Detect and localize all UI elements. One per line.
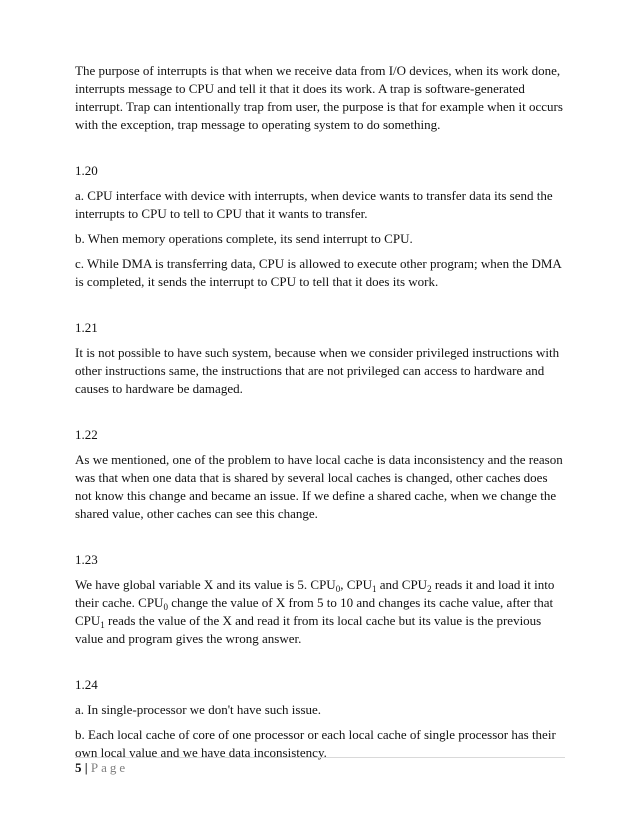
answer-1-23-text: reads it and load it into their cache. CPU bbox=[75, 577, 555, 610]
page-label: Page bbox=[90, 760, 129, 775]
page-footer bbox=[75, 759, 128, 777]
section-heading-1-20: 1.20 bbox=[75, 163, 98, 178]
cpu-subscript: 2 bbox=[427, 584, 432, 594]
answer-1-20-a: a. CPU interface with device with interrupts, when device wants to transfer data its send the interrupts to CPU to tell to CPU that it wants to transfer. bbox=[75, 188, 553, 221]
answer-1-22: As we mentioned, one of the problem to have local cache is data inconsistency and the reason was that when one data that is shared by several local caches is changed, other caches does not know this change and became an issue. If we define a shared cache, when we change the shared value, other caches can see this change. bbox=[75, 452, 563, 521]
answer-1-21: It is not possible to have such system, because when we consider privileged instructions with other instructions same, the instructions that are not privileged can access to hardware and causes to hardware be damaged. bbox=[75, 345, 560, 396]
page-content bbox=[75, 62, 567, 769]
intro-paragraph: The purpose of interrupts is that when we receive data from I/O devices, when its work done, interrupts message to CPU and tell it that it does its work. A trap is software-generated interrupt. Trap can intentionally trap from user, the purpose is that for example when it occurs with the exception, trap message to operating system to do something. bbox=[75, 63, 563, 132]
answer-1-24-b: b. Each local cache of core of one processor or each local cache of single processor has their own local value and we have data inconsistency. bbox=[75, 727, 556, 760]
footer-separator: | bbox=[84, 760, 88, 775]
cpu-subscript: 0 bbox=[335, 584, 341, 594]
answer-1-20-c: c. While DMA is transferring data, CPU is allowed to execute other program; when the DMA is completed, it sends the interrupt to CPU to tell that it does its work. bbox=[75, 256, 562, 289]
answer-1-23-text: , CPU bbox=[340, 577, 372, 592]
answer-1-23-text: and CPU bbox=[376, 577, 428, 592]
section-heading-1-22: 1.22 bbox=[75, 427, 98, 442]
section-heading-1-21: 1.21 bbox=[75, 320, 98, 335]
section-heading-1-24: 1.24 bbox=[75, 677, 98, 692]
cpu-subscript: 1 bbox=[100, 620, 105, 630]
answer-1-23-text: We have global variable X and its value is 5. CPU bbox=[75, 577, 336, 592]
answer-1-23 bbox=[75, 576, 567, 648]
answer-1-23-text: reads the value of the X and read it from its local cache but its value is the previous value and program gives the wrong answer. bbox=[75, 613, 542, 646]
answer-1-24-a: a. In single-processor we don't have such issue. bbox=[75, 702, 322, 717]
footer-divider bbox=[75, 757, 565, 758]
cpu-subscript: 1 bbox=[372, 584, 377, 594]
answer-1-23-text: change the value of X from 5 to 10 and changes its cache value, after that CPU bbox=[75, 595, 554, 628]
page-number: 5 bbox=[75, 760, 82, 775]
cpu-subscript: 0 bbox=[163, 602, 168, 612]
answer-1-20-b: b. When memory operations complete, its send interrupt to CPU. bbox=[75, 231, 413, 246]
section-heading-1-23: 1.23 bbox=[75, 552, 98, 567]
